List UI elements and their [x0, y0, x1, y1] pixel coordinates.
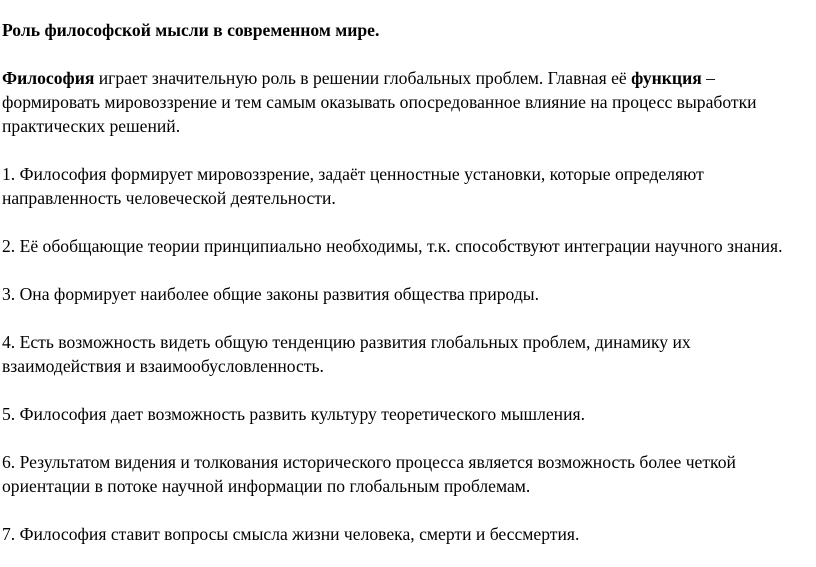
intro-term-philosophy: Философия — [2, 68, 95, 88]
list-item-6: 6. Результатом видения и толкования исторического процесса является возможность более четкой ориентации в потоке научной информации по глобальным проблемам. — [2, 452, 736, 496]
intro-paragraph — [2, 66, 814, 138]
intro-text-part1: играет значительную роль в решении глобальных проблем. Главная её — [94, 68, 632, 88]
list-item-5: 5. Философия дает возможность развить культуру теоретического мышления. — [2, 404, 585, 424]
document-body — [2, 18, 814, 546]
list-item-7: 7. Философия ставит вопросы смысла жизни человека, смерти и бессмертия. — [2, 524, 580, 544]
intro-text-part2: – формировать мировоззрение и тем самым оказывать опосредованное влияние на процесс выработки практических решений. — [2, 68, 757, 136]
list-item-3: 3. Она формирует наиболее общие законы развития общества природы. — [2, 284, 540, 304]
document-title: Роль философской мысли в современном мире. — [2, 20, 380, 40]
list-item-2: 2. Её обобщающие теории принципиально необходимы, т.к. способствуют интеграции научного знания. — [2, 236, 783, 256]
list-item-1: 1. Философия формирует мировоззрение, задаёт ценностные установки, которые определяют направленность человеческой деятельности. — [2, 164, 704, 208]
list-item-4: 4. Есть возможность видеть общую тенденцию развития глобальных проблем, динамику их взаимодействия и взаимообусловленность. — [2, 332, 691, 376]
intro-term-function: функция — [631, 68, 702, 88]
